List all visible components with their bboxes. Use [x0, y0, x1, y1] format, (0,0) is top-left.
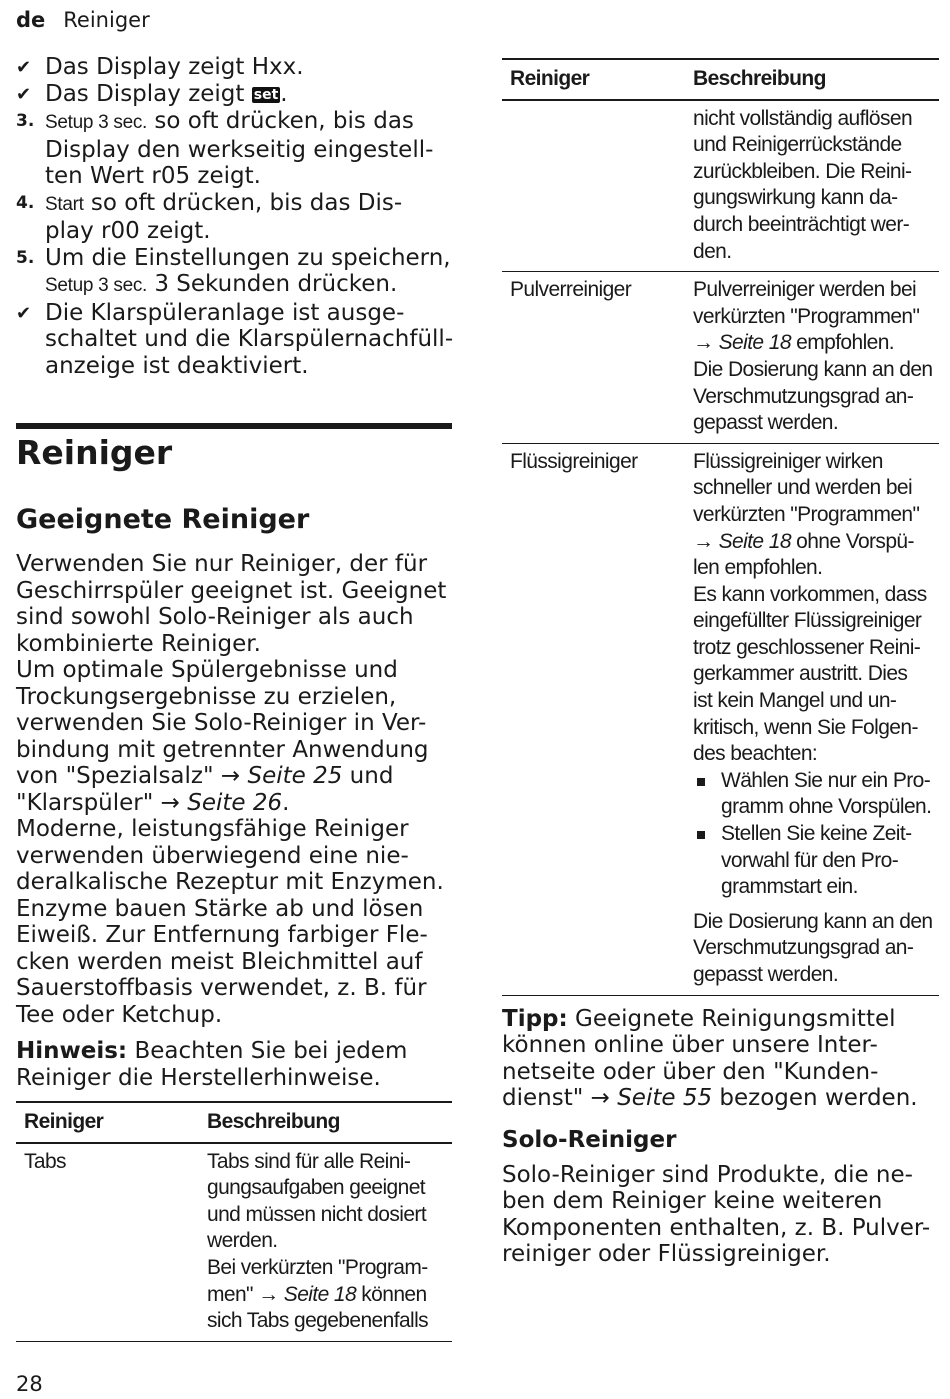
left-column	[16, 54, 452, 1342]
result-display-hxx: ✔ Das Display zeigt Hxx.	[16, 54, 304, 80]
solo-cleaner-paragraph: Solo-Reiniger sind Produkte, die ne- ben dem Reiniger keine weiteren Komponenten enthalten, z. B. Pulver- reiniger oder Flüssigreiniger.	[502, 1161, 931, 1268]
checkmark-icon: ✔	[16, 83, 32, 105]
cleaner-description: Tabs sind für alle Reini- gungsaufgaben geeignet und müssen nicht dosiert werden. Bei verkürzten "Program- men" → Seite 18 können sich Tabs gegebenenfalls	[199, 1143, 452, 1342]
page-number: 28	[16, 1372, 43, 1396]
subsection-title: Geeignete Reiniger	[16, 504, 310, 535]
section-title: Reiniger	[16, 433, 173, 472]
step-number: 3.	[16, 111, 35, 131]
cleaner-name: Tabs	[16, 1143, 199, 1342]
bullet-item: Wählen Sie nur ein Pro- gramm ohne Vorspülen.	[693, 768, 939, 821]
page-header	[16, 8, 150, 32]
tip-note: Tipp: Geeignete Reinigungsmittel können online über unsere Inter- netseite oder über den "Kunden- dienst" → Seite 55 bezogen werden.	[502, 1005, 918, 1112]
hint-label: Hinweis:	[16, 1038, 128, 1064]
setup-key-label: Setup 3 sec.	[45, 112, 148, 133]
checkmark-icon: ✔	[16, 302, 32, 324]
cleaners-table-left	[16, 1101, 452, 1342]
solo-cleaner-heading: Solo-Reiniger	[502, 1126, 677, 1153]
setup-key-label: Setup 3 sec.	[45, 275, 148, 296]
cleaner-description: Flüssigreiniger wirken schneller und werden bei verkürzten "Programmen" → Seite 18 ohne Vorspü- len empfohlen. Es kann vorkommen, dass eingefüllter Flüssigreiniger trotz geschlossener Reini- gerkammer austritt. Dies ist kein Mangel und un- kritisch, wenn Sie Folgen- des beachten: Wählen Sie nur ein Pro- gramm ohne Vorspülen. Stellen Sie keine Zeit- vorwahl für den Pro- grammstart ein. Die Dosierung kann an den Verschmutzungsgrad an- gepasst werden.	[685, 443, 939, 995]
tip-label: Tipp:	[502, 1005, 568, 1032]
page-reference-link[interactable]: Seite 18	[283, 1282, 357, 1306]
cleaner-name: Pulverreiniger	[502, 272, 685, 444]
cleaner-description: Pulverreiniger werden bei verkürzten "Programmen" → Seite 18 empfohlen. Die Dosierung kann an den Verschmutzungsgrad an- gepasst werden.	[685, 272, 939, 444]
instruction-steps	[16, 54, 452, 379]
result-rinse-aid-off: ✔ Die Klarspüleranlage ist ausge- schaltet und die Klarspülernachfüll- anzeige ist deaktiviert.	[16, 299, 454, 379]
page-reference-link[interactable]: Seite 18	[718, 331, 791, 355]
table-row	[502, 443, 939, 995]
step-number: 4.	[16, 192, 35, 213]
step-3: 3. Setup 3 sec. so oft drücken, bis das Display den werkseitig eingestell- ten Wert r05 zeigt.	[16, 108, 434, 189]
cleaner-name	[502, 100, 685, 272]
table-row	[502, 272, 939, 444]
set-display-badge: set	[253, 86, 279, 103]
right-column	[502, 58, 939, 1268]
table-row	[502, 100, 939, 272]
step-4: 4. Start so oft drücken, bis das Dis- play r00 zeigt.	[16, 189, 403, 244]
bullet-item: Stellen Sie keine Zeit- vorwahl für den Pro- grammstart ein.	[693, 821, 939, 901]
section-divider	[16, 423, 452, 429]
result-display-set: ✔ Das Display zeigt set.	[16, 80, 288, 107]
start-key-label: Start	[45, 193, 84, 215]
checkmark-icon: ✔	[16, 57, 32, 78]
hint-note: Hinweis: Beachten Sie bei jedem Reiniger die Herstellerhinweise.	[16, 1038, 408, 1091]
language-code: de	[16, 8, 46, 32]
column-header-description: Beschreibung	[199, 1102, 452, 1143]
page-reference-link[interactable]: Seite 26	[187, 789, 283, 816]
step-5: 5. Um die Einstellungen zu speichern, Setup 3 sec. 3 Sekunden drücken.	[16, 244, 451, 297]
header-title: Reiniger	[63, 8, 150, 32]
column-header-cleaner: Reiniger	[16, 1102, 199, 1143]
intro-paragraph: Verwenden Sie nur Reiniger, der für Geschirrspüler geeignet ist. Geeignet sind sowohl Solo-Reiniger als auch kombinierte Reiniger. Um optimale Spülergebnisse und Trockungsergebnisse zu erzielen, verwenden Sie Solo-Reiniger in Ver- bindung mit getrennter Anwendung von "Spezialsalz" → Seite 25 und "Klarspüler" → Seite 26. Moderne, leistungsfähige Reiniger verwenden überwiegend eine nie- deralkalische Rezeptur mit Enzymen. Enzyme bauen Stärke ab und lösen Eiweiß. Zur Entfernung farbiger Fle- cken werden meist Bleichmittel auf Sauerstoffbasis verwendet, z. B. für Tee oder Ketchup.	[16, 551, 447, 1028]
page-reference-link[interactable]: Seite 25	[247, 763, 343, 789]
step-number: 5.	[16, 247, 35, 268]
page-reference-link[interactable]: Seite 18	[718, 529, 791, 553]
column-header-description: Beschreibung	[685, 59, 939, 100]
table-row	[16, 1143, 452, 1342]
cleaner-description: nicht vollständig auflösen und Reinigerrückstände zurückbleiben. Die Reini- gungswirkung kann da- durch beeinträchtigt wer- den.	[685, 100, 939, 272]
column-header-cleaner: Reiniger	[502, 59, 685, 100]
cleaners-table-right	[502, 58, 939, 996]
cleaner-name: Flüssigreiniger	[502, 443, 685, 995]
page-reference-link[interactable]: Seite 55	[617, 1085, 713, 1112]
